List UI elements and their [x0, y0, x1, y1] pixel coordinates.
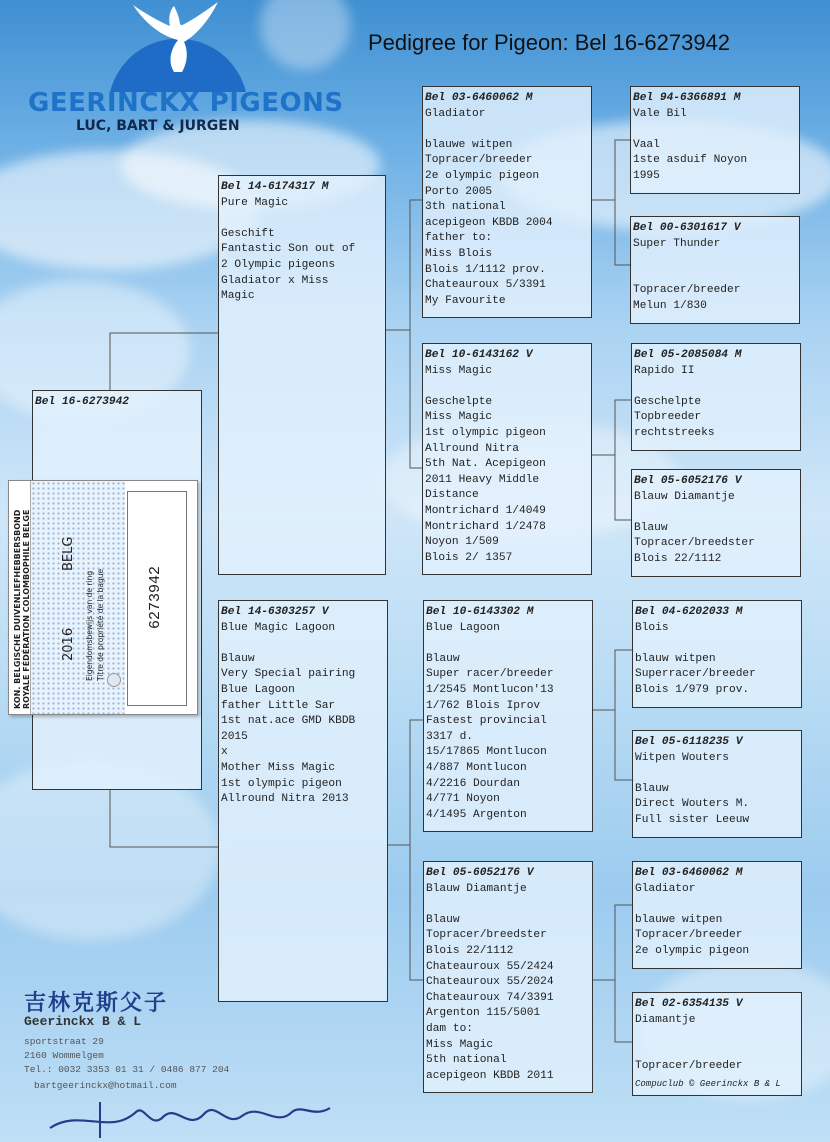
dam-name: Blue Magic Lagoon — [221, 621, 336, 634]
ring-caption-nl: Eigendomsbewijs van de ring — [85, 570, 94, 681]
ssd-name: Super Thunder — [633, 237, 721, 250]
sire-sire-box — [422, 86, 592, 318]
signature-chinese: 吉林克斯父子 — [24, 991, 169, 1016]
ring-caption-fr: Titre de propriété de la bague — [96, 568, 105, 681]
sire-sire-name: Gladiator — [425, 107, 486, 120]
dds-name: Gladiator — [635, 882, 696, 895]
ring-ownership-card — [8, 480, 198, 715]
dam-dam-box — [423, 861, 593, 1093]
dam-sire-name: Blue Lagoon — [426, 621, 500, 634]
sds-ring: Bel 05-2085084 M — [634, 349, 742, 361]
page-title: Pedigree for Pigeon: Bel 16-6273942 — [368, 30, 731, 55]
dam-box — [218, 600, 388, 1002]
dds-box — [632, 861, 802, 969]
dam-sire-box — [423, 600, 593, 832]
handwritten-signature-icon — [40, 1088, 340, 1142]
ddd-desc: Topracer/breeder — [635, 1060, 743, 1073]
sire-name: Pure Magic — [221, 196, 289, 209]
subject-ring: Bel 16-6273942 — [35, 396, 129, 408]
sire-box — [218, 175, 386, 575]
compuclub-footer: Compuclub © Geerinckx B & L — [635, 1079, 781, 1090]
dss-desc: blauw witpen Superracer/breeder Blois 1/979 prov. — [635, 652, 756, 696]
dss-box — [632, 600, 802, 708]
dss-name: Blois — [635, 621, 669, 634]
signature-email: bartgeerinckx@hotmail.com — [34, 1080, 177, 1091]
sire-dam-ring: Bel 10-6143162 V — [425, 349, 533, 361]
ring-number: 6273942 — [147, 565, 164, 629]
signature-city: 2160 Wommelgem — [24, 1050, 104, 1061]
ring-country: BELG — [61, 536, 76, 571]
dam-dam-name: Blauw Diamantje — [426, 882, 527, 895]
dsd-box — [632, 730, 802, 838]
sds-desc: Geschelpte Topbreeder rechtstreeks — [634, 395, 715, 439]
brand-name: GEERINCKX PIGEONS — [28, 88, 344, 118]
dds-ring: Bel 03-6460062 M — [635, 867, 743, 879]
ssd-desc: Topracer/breeder Melun 1/830 — [633, 284, 741, 312]
ssd-box — [630, 216, 800, 324]
brand-subtitle: LUC, BART & JURGEN — [76, 118, 240, 134]
sire-dam-name: Miss Magic — [425, 364, 493, 377]
dam-ring: Bel 14-6303257 V — [221, 606, 329, 618]
federation-nl: KON. BELGISCHE DUIVENLIEFHEBBERSBOND — [13, 509, 22, 709]
sss-ring: Bel 94-6366891 M — [633, 92, 741, 104]
sds-name: Rapido II — [634, 364, 695, 377]
signature-phone: Tel.: 0032 3353 01 31 / 0486 877 204 — [24, 1064, 230, 1075]
sire-ring: Bel 14-6174317 M — [221, 181, 329, 193]
sdd-ring: Bel 05-6052176 V — [634, 475, 742, 487]
dam-sire-ring: Bel 10-6143302 M — [426, 606, 534, 618]
sdd-desc: Blauw Topracer/breedster Blois 22/1112 — [634, 521, 755, 565]
ssd-ring: Bel 00-6301617 V — [633, 222, 741, 234]
dds-desc: blauwe witpen Topracer/breeder 2e olympic pigeon — [635, 913, 750, 957]
sire-sire-ring: Bel 03-6460062 M — [425, 92, 533, 104]
signature-street: sportstraat 29 — [24, 1036, 104, 1047]
sss-name: Vale Bil — [633, 107, 687, 120]
dam-dam-desc: Blauw Topracer/breedster Blois 22/1112 Chateauroux 55/2424 Chateauroux 55/2024 Chateauroux 74/3391 Argenton 115/5001 dam to: Miss Magic 5th national acepigeon KBDB 2011 — [426, 913, 554, 1082]
sds-box — [631, 343, 801, 451]
signature-name: Geerinckx B & L — [24, 1014, 142, 1029]
sdd-box — [631, 469, 801, 577]
dsd-name: Witpen Wouters — [635, 751, 729, 764]
sire-desc: Geschift Fantastic Son out of 2 Olympic pigeons Gladiator x Miss Magic — [221, 227, 356, 303]
dam-dam-ring: Bel 05-6052176 V — [426, 867, 534, 879]
sss-box — [630, 86, 800, 194]
ring-year: 2016 — [61, 627, 76, 661]
federation-fr: ROYALE FÉDÉRATION COLOMBOPHILE BELGE — [22, 509, 31, 709]
sss-desc: Vaal 1ste asduif Noyon 1995 — [633, 138, 748, 182]
sdd-name: Blauw Diamantje — [634, 490, 735, 503]
card-punch-hole — [107, 673, 121, 687]
dsd-desc: Blauw Direct Wouters M. Full sister Leeuw — [635, 782, 750, 826]
dsd-ring: Bel 05-6118235 V — [635, 736, 743, 748]
dss-ring: Bel 04-6202033 M — [635, 606, 743, 618]
sire-sire-desc: blauwe witpen Topracer/breeder 2e olympic pigeon Porto 2005 3th national acepigeon KBDB 2004 father to: Miss Blois Blois 1/1112 prov. Chateauroux 5/3391 My Favourite — [425, 138, 553, 307]
ddd-box — [632, 992, 802, 1096]
dam-desc: Blauw Very Special pairing Blue Lagoon father Little Sar 1st nat.ace GMD KBDB 2015 x Mother Miss Magic 1st olympic pigeon Allround Nitra 2013 — [221, 652, 356, 806]
ddd-name: Diamantje — [635, 1013, 696, 1026]
dam-sire-desc: Blauw Super racer/breeder 1/2545 Montlucon'13 1/762 Blois Iprov Fastest provincial 3317 d. 15/17865 Montlucon 4/887 Montlucon 4/2216 Dourdan 4/771 Noyon 4/1495 Argenton — [426, 652, 554, 821]
sire-dam-desc: Geschelpte Miss Magic 1st olympic pigeon Allround Nitra 5th Nat. Acepigeon 2011 Heavy Middle Distance Montrichard 1/4049 Montrichard 1/2478 Noyon 1/509 Blois 2/ 1357 — [425, 395, 546, 564]
sire-dam-box — [422, 343, 592, 575]
ddd-ring: Bel 02-6354135 V — [635, 998, 743, 1010]
